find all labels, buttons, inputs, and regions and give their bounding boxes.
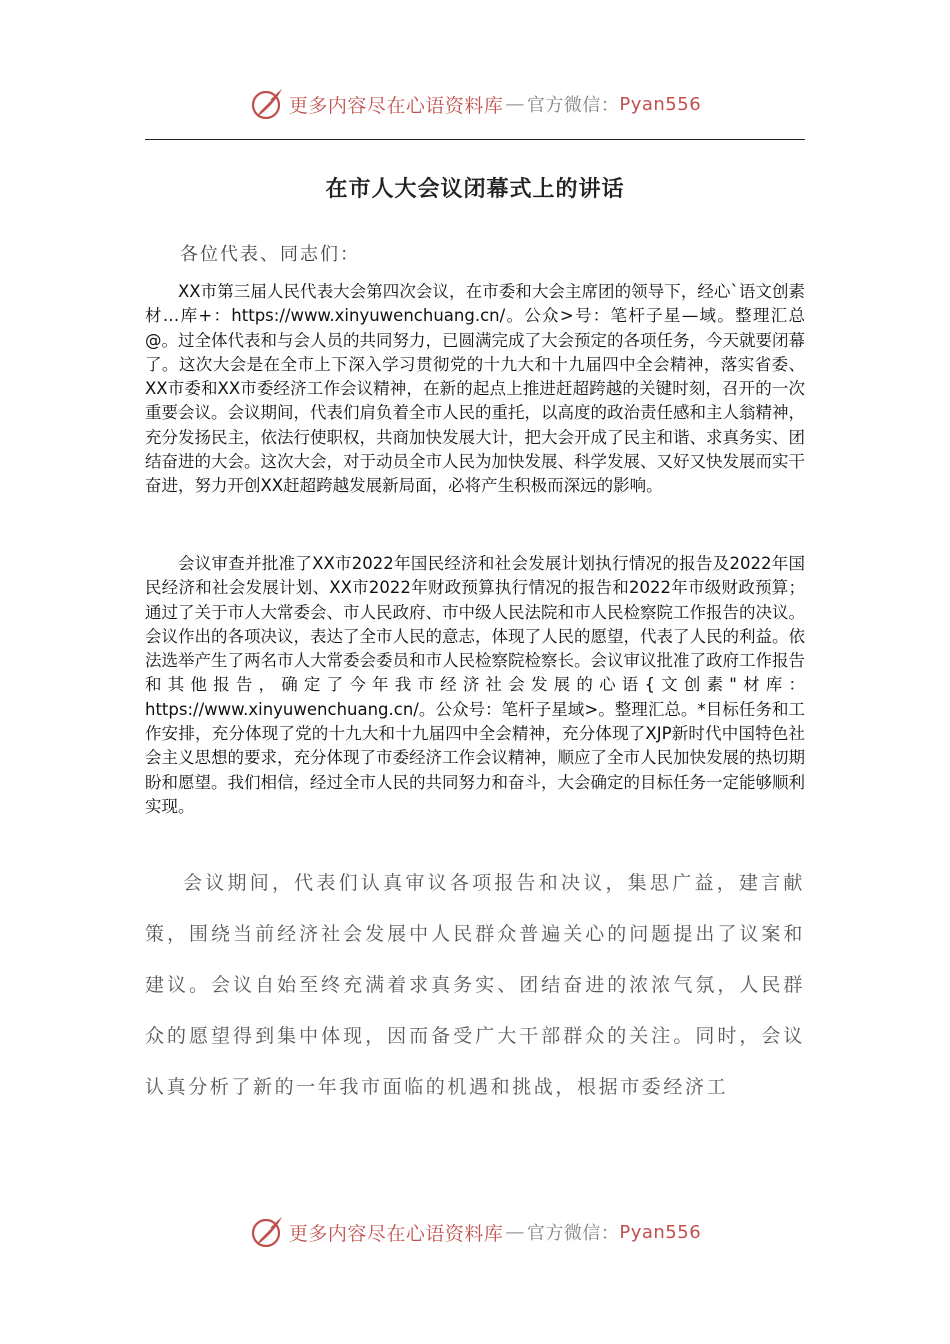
paragraph-text: XX市第三届人民代表大会第四次会议，在市委和大会主席团的领导下，经心`语文创素材…库+：https://www.xinyuwenchuang.cn/。公众>号：笔杆子星—域。整理汇总@。过全体代表和与会人员的共同努力，已圆满完成了大会预定的各项任务，今天就要闭幕了。这次大会是在全市上下深入学习贯彻党的十九大和十九届四中全会精神，落实省委、XX市委和XX市委经济工作会议精神，在新的起点上推进赶超跨越的关键时刻，召开的一次重要会议。会议期间，代表们肩负着全市人民的重托，以高度的政治责任感和主人翁精神，充分发扬民主，依法行使职权，共商加快发展大计，把大会开成了民主和谐、求真务实、团结奋进的大会。这次大会，对于动员全市人民为加快发展、科学发展、又好又快发展而实干奋进，努力开创XX赶超跨越发展新局面，必将产生积极而深远的影响。 <box>145 282 805 496</box>
paragraph-2 <box>145 552 805 819</box>
banner-wechat-label: 官方微信： <box>526 95 620 116</box>
header-divider <box>145 139 805 140</box>
document-title: 在市人大会议闭幕式上的讲话 <box>325 176 625 202</box>
banner-wechat-label: 官方微信： <box>526 1223 620 1244</box>
banner-separator: — <box>505 1221 525 1243</box>
salutation: 各位代表、同志们： <box>180 244 360 265</box>
paragraph-1 <box>145 280 805 499</box>
banner-wechat-id: Pyan556 <box>619 93 702 115</box>
quill-logo-icon <box>249 86 285 122</box>
banner-main-text: 更多内容尽在心语资料库 <box>288 94 504 117</box>
paragraph-3: 会议期间，代表们认真审议各项报告和决议，集思广益，建言献策，围绕当前经济社会发展中人民群众普遍关心的问题提出了议案和建议。会议自始至终充满着求真务实、团结奋进的浓浓气氛，人民群众的愿望得到集中体现，因而备受广大干部群众的关注。同时，会议认真分析了新的一年我市面临的机遇和挑战，根据市委经济工 <box>145 872 805 1098</box>
paragraph-text: 会议审查并批准了XX市2022年国民经济和社会发展计划执行情况的报告及2022年国民经济和社会发展计划、XX市2022年财政预算执行情况的报告和2022年市级财政预算；通过了关于市人大常委会、市人民政府、市中级人民法院和市人民检察院工作报告的决议。会议作出的各项决议，表达了全市人民的意志，体现了人民的愿望，代表了人民的利益。依法选举产生了两名市人大常委会委员和市人民检察院检察长。会议审议批准了政府工作报告和其他报告，确定了今年我市经济社会发展的心语{文创素"材库：https://www.xinyuwenchuang.cn/。公众号：笔杆子星域>。整理汇总。*目标任务和工作安排，充分体现了党的十九大和十九届四中全会精神，充分体现了XJP新时代中国特色社会主义思想的要求，充分体现了市委经济工作会议精神，顺应了全市人民加快发展的热切期盼和愿望。我们相信，经过全市人民的共同努力和奋斗，大会确定的目标任务一定能够顺利实现。 <box>145 554 805 816</box>
banner-separator: — <box>505 93 525 115</box>
footer-banner <box>0 1212 950 1252</box>
header-banner <box>0 84 950 124</box>
banner-main-text: 更多内容尽在心语资料库 <box>288 1222 504 1245</box>
banner-wechat-id: Pyan556 <box>619 1221 702 1243</box>
quill-logo-icon <box>249 1214 285 1250</box>
